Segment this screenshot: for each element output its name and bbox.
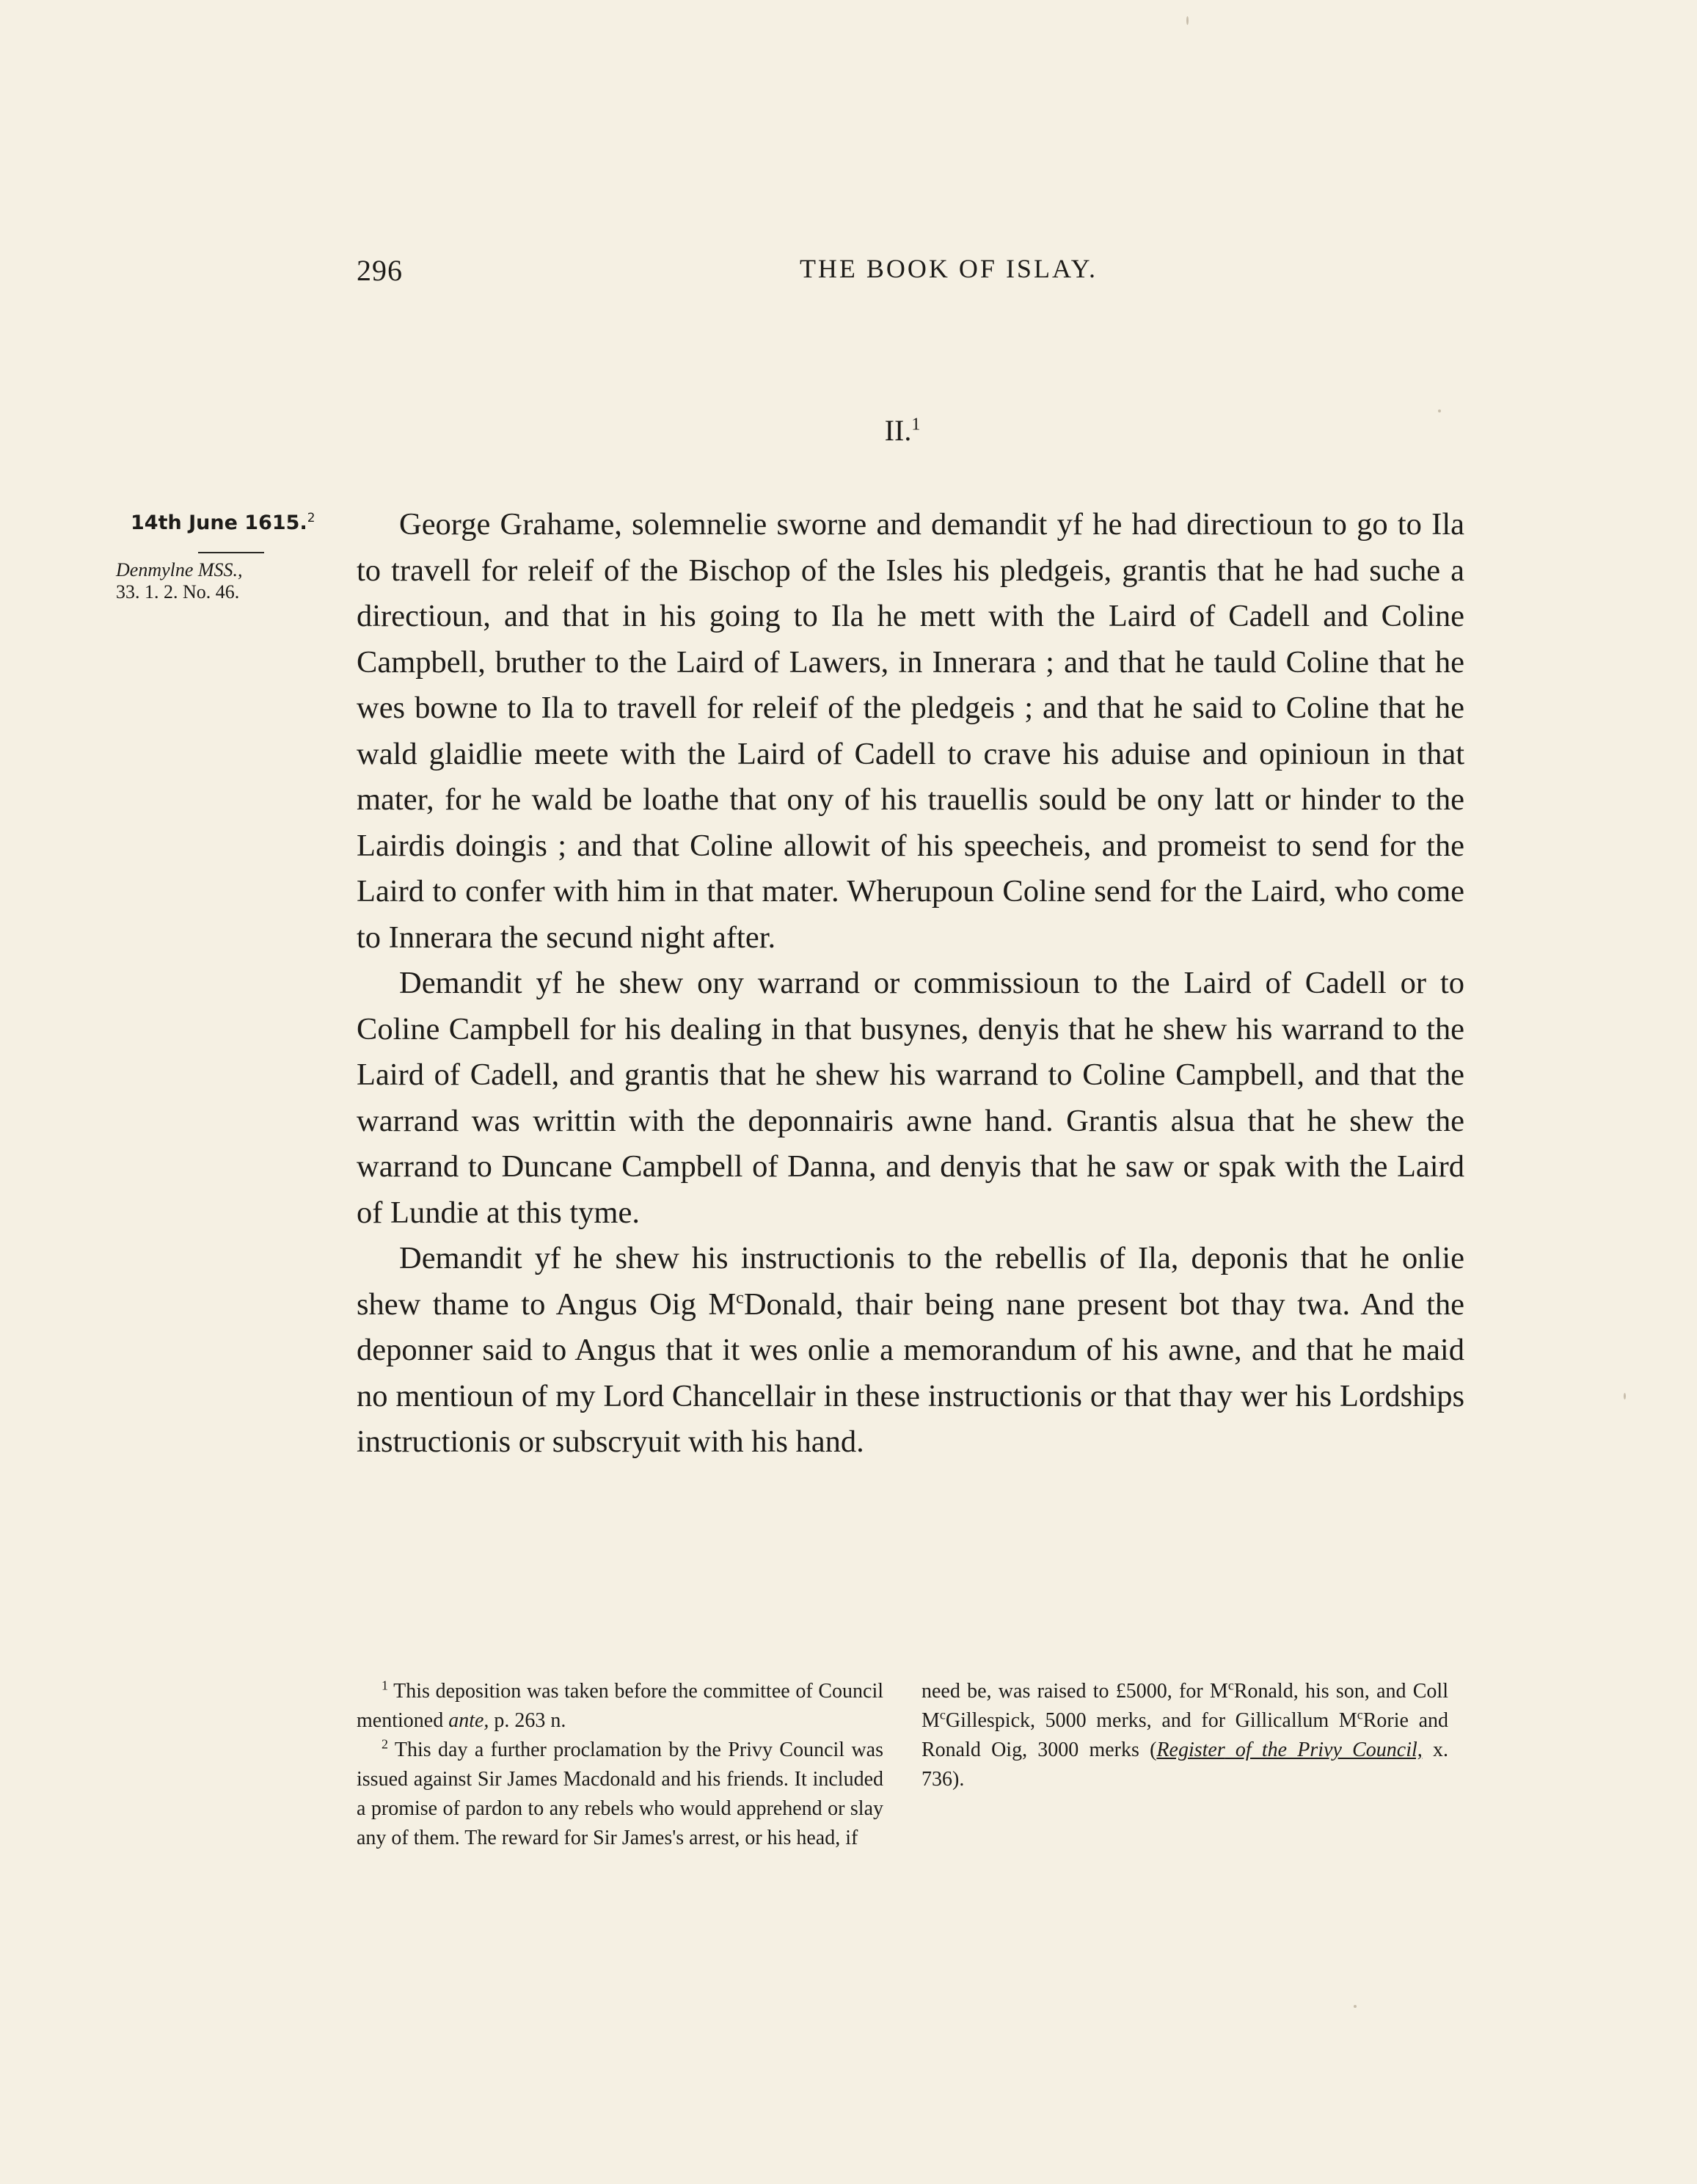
- footnote-2-italic: Register: [1156, 1739, 1225, 1761]
- paper-fleck: [1354, 2005, 1357, 2008]
- footnote-2-text-e-continued: 736).: [922, 1768, 965, 1791]
- margin-date-note-ref: 2: [307, 511, 315, 525]
- paragraph-1: George Grahame, solemnelie sworne and demandit yf he had directioun to go to Ila to travell for releif of the Bischop of the Isles his pledgeis, grantis that he had suche a directioun, and that in his going to Ila he mett with the Laird of Cadell and Coline Campbell, bruther to the Laird of Lawers, in Innerara ; and that he tauld Coline that he wes bowne to Ila to travell for releif of the pledgeis ; and that he said to Coline that he wald glaidlie meete with the Laird of Cadell to crave his aduise and opinioun in that mater, for he wald be loathe that ony of his trauellis sould be ony latt or hinder to the Lairdis doingis ; and that Coline allowit of his speecheis, and promeist to send for the Laird to confer with him in that mater. Wherupoun Coline send for the Laird, who come to Innerara the secund night after.: [357, 507, 1464, 955]
- paper-fleck: [1438, 410, 1441, 412]
- footnote-2-text-c: Gillespick,: [945, 1709, 1035, 1732]
- section-heading: [851, 413, 954, 448]
- footnote-2-marker: 2: [382, 1736, 388, 1752]
- paragraph-2: Demandit yf he shew ony warrand or commissioun to the Laird of Cadell or to Coline Campbell for his dealing in that busynes, denyis that he shew his warrand to the Laird of Cadell, and grantis that he shew his warrand to Coline Campbell, and that the warrand was writtin with the deponnairis awne hand. Grantis alsua that he shew the warrand to Duncane Campbell of Danna, and denyis that he saw or spak with the Laird of Lundie at this tyme.: [357, 966, 1464, 1230]
- footnote-2-text-d-continued: and Ronald Oig, 3000 merks (: [922, 1709, 1448, 1761]
- footnote-2-text-c-continued: 5000 merks, and for Gillicallum M: [1035, 1709, 1357, 1732]
- footnote-2-text-e: x.: [1433, 1739, 1448, 1761]
- margin-date-text: 14th June 1615.: [131, 512, 307, 534]
- footnote-2-sup-3: c: [1357, 1707, 1363, 1722]
- footnote-2-text-b: Ronald,: [1233, 1680, 1299, 1703]
- margin-source-ref: 33. 1. 2. No. 46.: [116, 581, 240, 603]
- footnote-2-text-a: This day a further proclamation by the Privy Council was issued against Sir James Macdonald and his friends. It included a promise of pardon to any rebels who would apprehend or slay any of them. The reward for Sir James's arrest, or his head, if: [357, 1739, 883, 1849]
- paragraph-3-part-a: Demandit yf he shew his instructionis to the rebellis of Ila, deponis that he onlie shew thame to Angus Oig M: [357, 1241, 1464, 1322]
- margin-source-title: Denmylne MSS.,: [116, 559, 243, 580]
- footnote-2-text-b-continued: his son, and Coll M: [922, 1680, 1448, 1732]
- paragraph-3: [357, 1236, 1464, 1466]
- footnote-2-continued: [922, 1677, 1448, 1794]
- paper-fleck: [1186, 16, 1189, 25]
- footnote-1-text-a: This deposition was taken before the committee of Council mentioned: [357, 1680, 884, 1732]
- running-head: [357, 253, 1098, 290]
- margin-date: [131, 512, 329, 534]
- paragraph-3-superscript: c: [736, 1288, 744, 1308]
- running-title: THE BOOK OF ISLAY.: [799, 254, 1098, 283]
- margin-source: [116, 559, 336, 603]
- footnote-2-italic-continued: of the Privy Council,: [1225, 1739, 1423, 1761]
- footnote-1-marker: 1: [382, 1678, 388, 1693]
- footnote-1: [357, 1677, 883, 1736]
- footnote-1-italic: ante,: [448, 1709, 489, 1732]
- page-number: 296: [357, 254, 403, 287]
- footnote-2-sup-2: c: [939, 1707, 946, 1722]
- footnote-1-text-b: p. 263 n.: [494, 1709, 566, 1732]
- section-note-ref: 1: [911, 415, 921, 434]
- paper-fleck: [1624, 1393, 1626, 1399]
- footnote-2-start: [357, 1736, 883, 1853]
- margin-divider: [198, 552, 264, 553]
- section-numeral: II.: [884, 414, 912, 447]
- footnote-2-text-d: Rorie: [1362, 1709, 1409, 1732]
- deposition-text: [357, 502, 1464, 1466]
- paragraph-3-part-b: Donald, thair being nane present bot thay twa. And the deponner said to Angus that it wes onlie a memorandum of his awne, and that he maid no mentioun of my Lord Chancellair in these instructionis or that thay wer his Lordships instructionis or subscryuit with his hand.: [357, 1286, 1465, 1459]
- footnote-column-left: [357, 1677, 883, 1853]
- footnote-2-text-a-continued: need be, was raised to £5000, for M: [922, 1680, 1228, 1703]
- footnote-column-right: [922, 1677, 1448, 1794]
- footnote-2-sup-1: c: [1227, 1678, 1234, 1693]
